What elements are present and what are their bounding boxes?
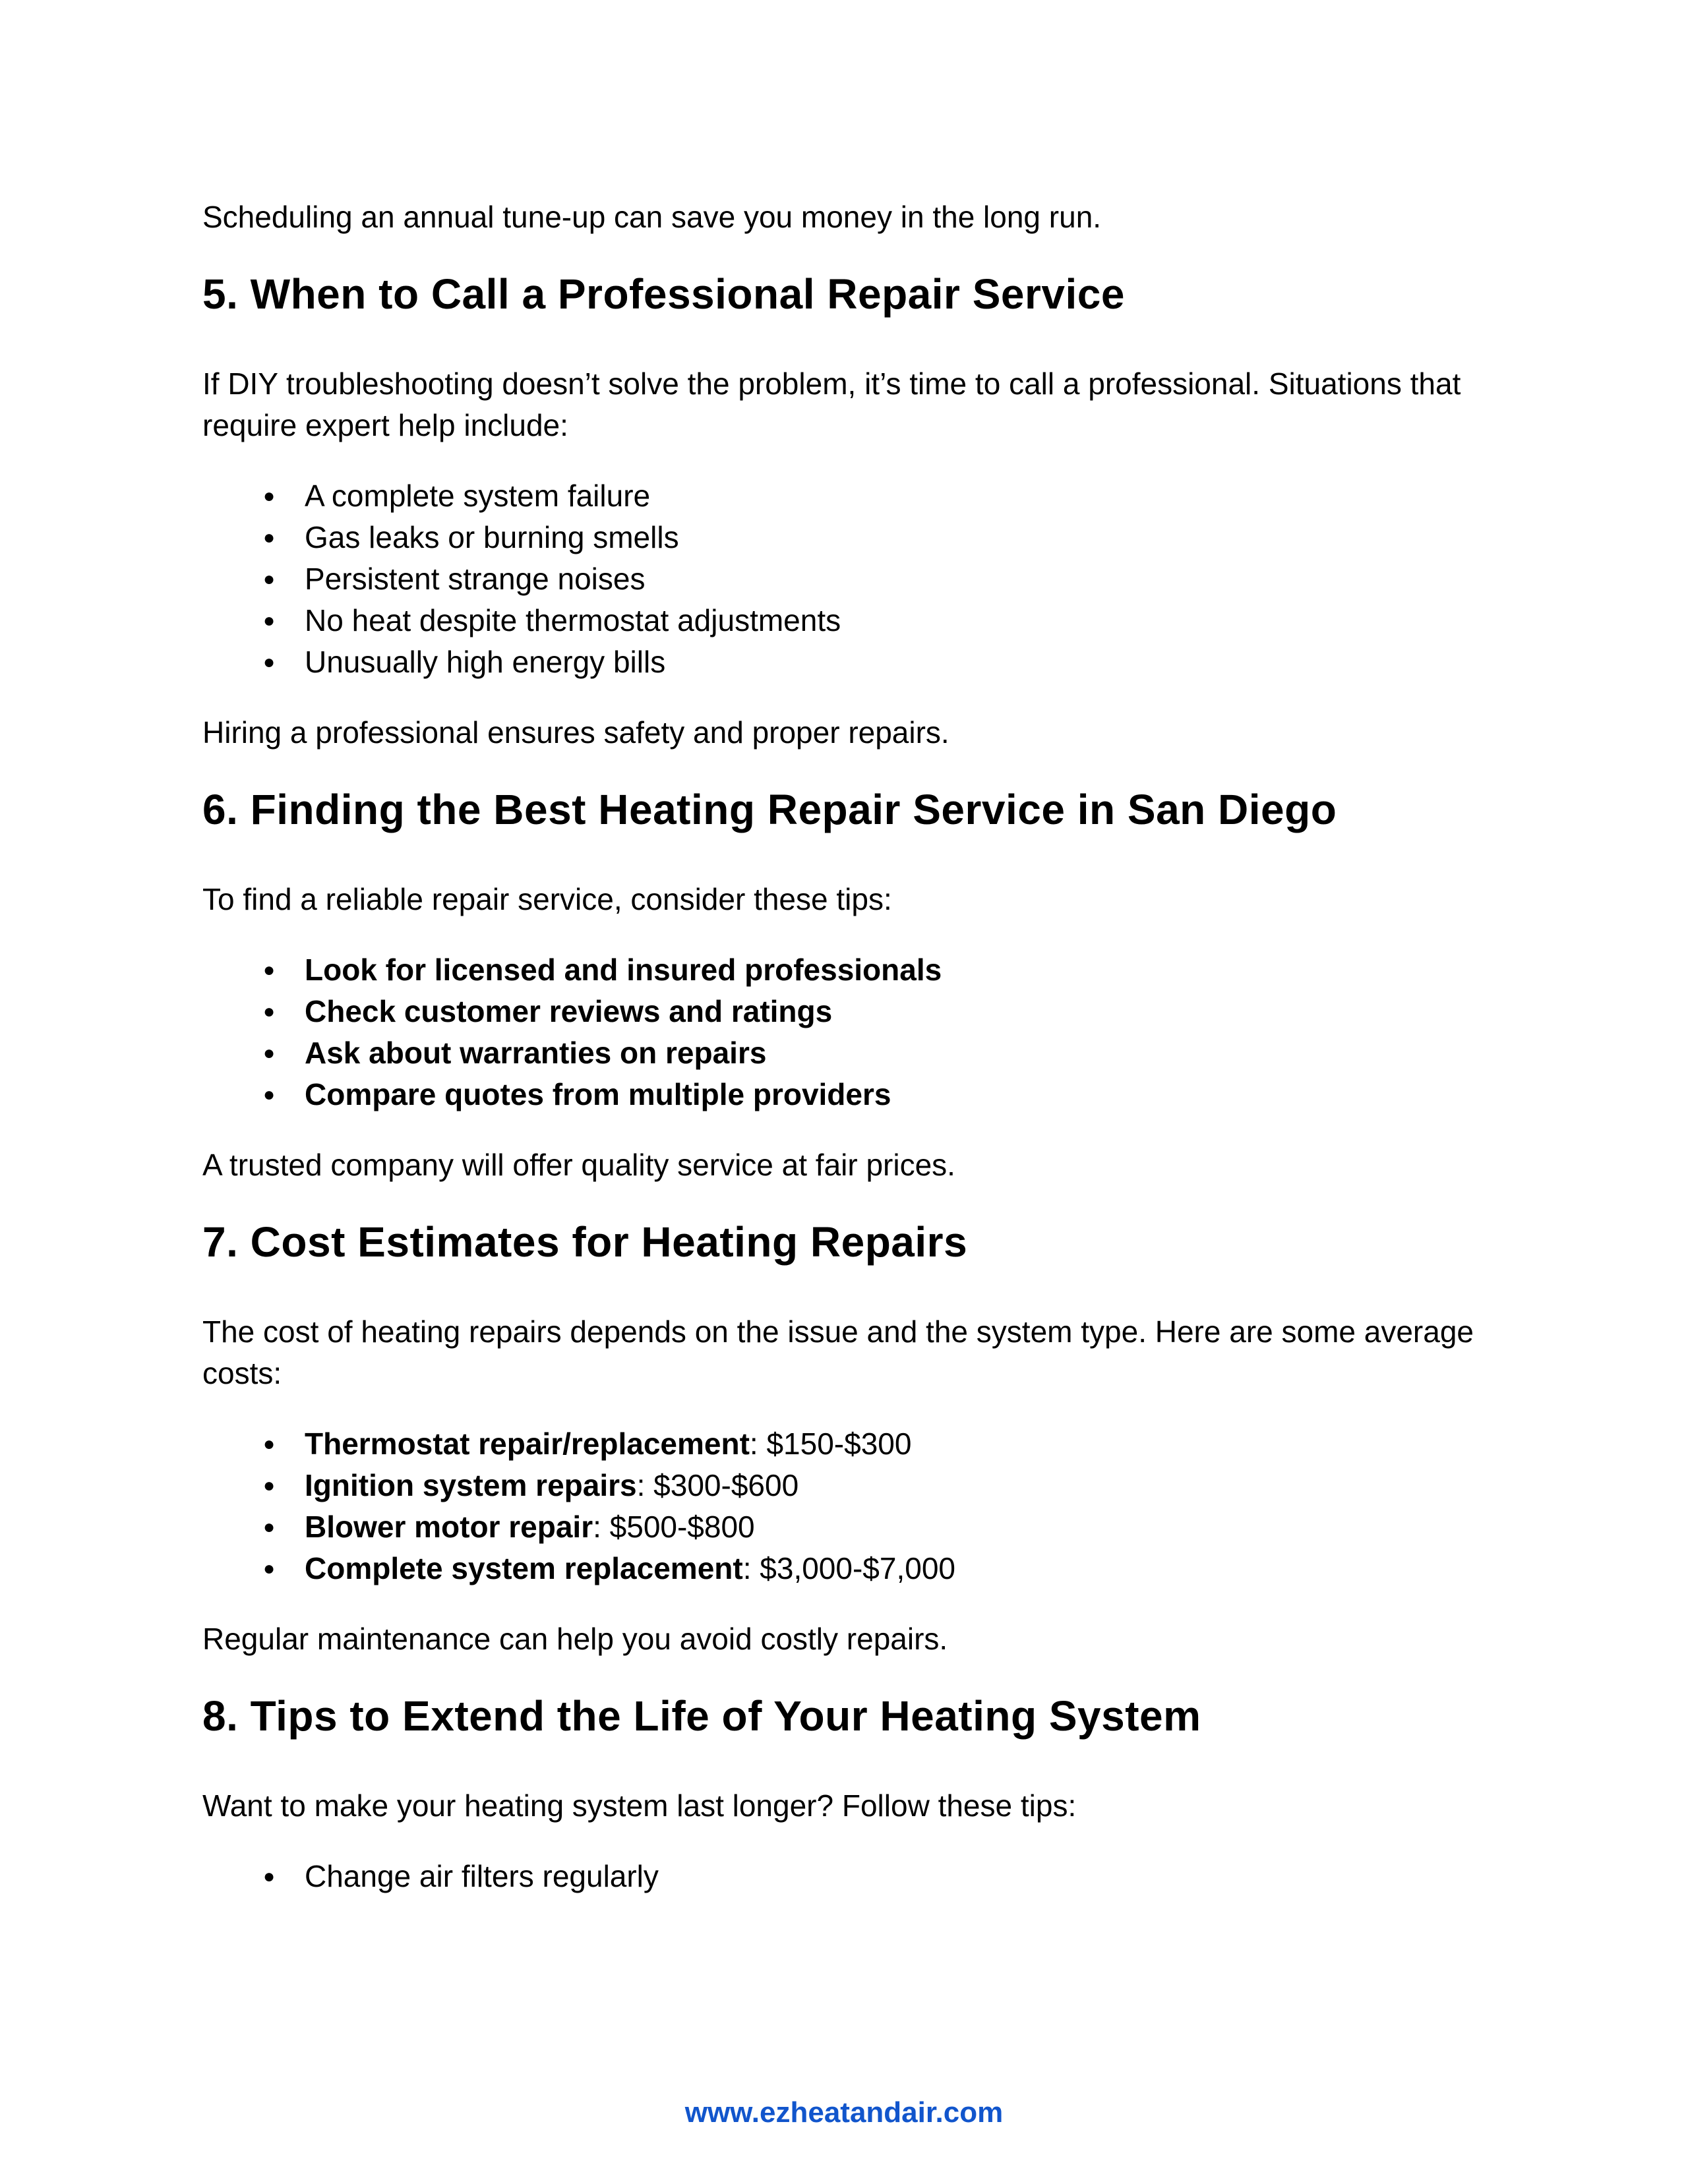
lead-paragraph: Scheduling an annual tune-up can save you money in the long run. <box>202 200 1102 234</box>
cost-item-label: Complete system replacement <box>305 1551 743 1585</box>
list-item: ● A complete system failure <box>305 475 1490 517</box>
cost-item-value: : $150-$300 <box>749 1427 912 1461</box>
cost-item-label: Thermostat repair/replacement <box>305 1427 750 1461</box>
list-item: ● Gas leaks or burning smells <box>305 517 1490 558</box>
section-5-intro: If DIY troubleshooting doesn’t solve the problem, it’s time to call a professional. Situations that require expert help include: <box>202 367 1461 442</box>
section-8-heading: 8. Tips to Extend the Life of Your Heating System <box>202 1692 1201 1740</box>
list-item <box>305 1548 1490 1589</box>
section-7-closing: Regular maintenance can help you avoid costly repairs. <box>202 1622 948 1656</box>
section-6-heading: 6. Finding the Best Heating Repair Service in San Diego <box>202 786 1337 833</box>
section-6-list <box>202 949 1490 1115</box>
section-5-list <box>202 475 1490 683</box>
list-item: ● Look for licensed and insured professionals <box>305 949 1490 991</box>
section-7-heading: 7. Cost Estimates for Heating Repairs <box>202 1218 968 1266</box>
list-item <box>305 1465 1490 1506</box>
section-6-intro: To find a reliable repair service, consider these tips: <box>202 882 892 916</box>
list-item: ● Unusually high energy bills <box>305 641 1490 683</box>
list-item: ● Persistent strange noises <box>305 558 1490 600</box>
cost-item-label: Blower motor repair <box>305 1510 593 1544</box>
section-7-intro: The cost of heating repairs depends on the issue and the system type. Here are some average costs: <box>202 1314 1474 1390</box>
list-item: ● Compare quotes from multiple providers <box>305 1074 1490 1115</box>
footer-link[interactable]: www.ezheatandair.com <box>684 2096 1004 2129</box>
page-footer <box>0 2095 1688 2131</box>
list-item <box>305 1506 1490 1548</box>
section-7-list <box>202 1423 1490 1589</box>
list-item: ● Check customer reviews and ratings <box>305 991 1490 1032</box>
list-item <box>305 1423 1490 1465</box>
list-item: ● Ask about warranties on repairs <box>305 1032 1490 1074</box>
list-item: ● Change air filters regularly <box>305 1856 1490 1897</box>
cost-item-value: : $3,000-$7,000 <box>742 1551 955 1585</box>
list-item: ● No heat despite thermostat adjustments <box>305 600 1490 641</box>
section-6-closing: A trusted company will offer quality service at fair prices. <box>202 1148 955 1182</box>
cost-item-label: Ignition system repairs <box>305 1468 637 1502</box>
section-5-closing: Hiring a professional ensures safety and proper repairs. <box>202 715 950 750</box>
section-5-heading: 5. When to Call a Professional Repair Service <box>202 270 1125 318</box>
cost-item-value: : $500-$800 <box>593 1510 755 1544</box>
section-8-list <box>202 1856 1490 1897</box>
section-8-intro: Want to make your heating system last longer? Follow these tips: <box>202 1788 1077 1823</box>
cost-item-value: : $300-$600 <box>636 1468 799 1502</box>
